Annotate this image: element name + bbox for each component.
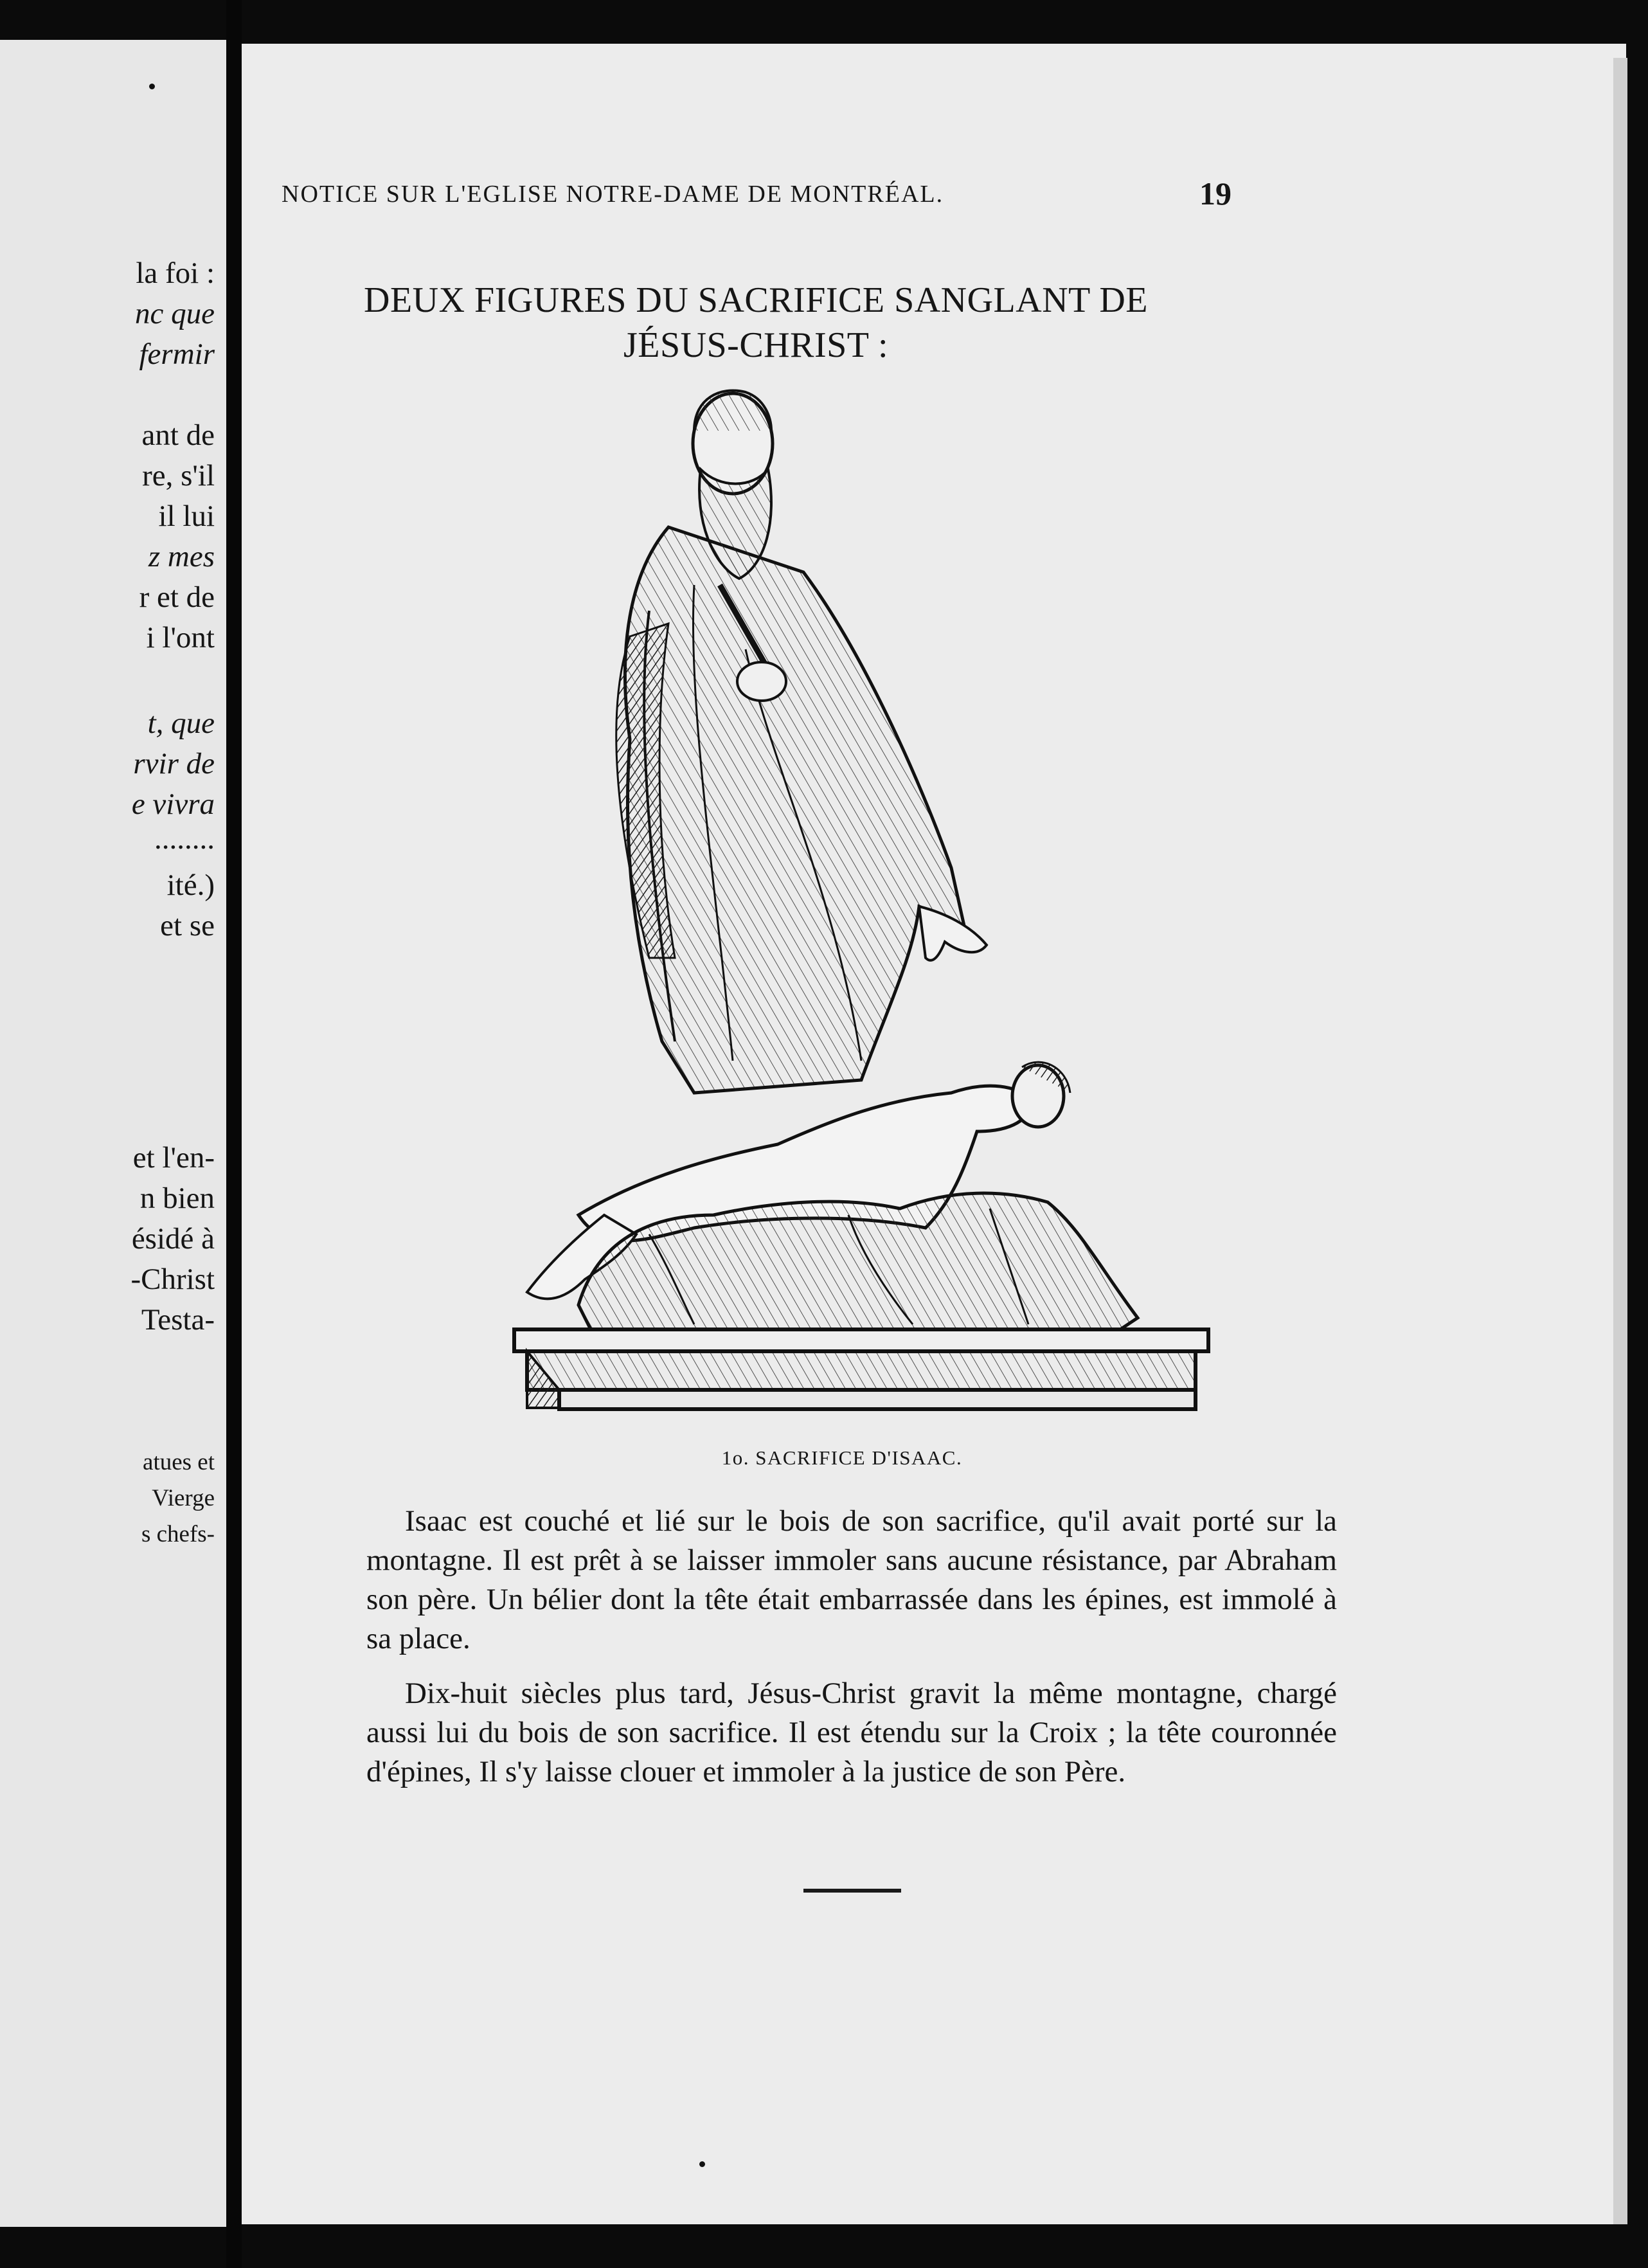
previous-page-line: atues et: [143, 1449, 215, 1475]
previous-page-line: il lui: [158, 500, 215, 533]
previous-page-line: fermir: [139, 338, 215, 371]
previous-page-fragment: [0, 40, 226, 2227]
previous-page-line: et l'en-: [132, 1141, 215, 1174]
previous-page-line: i l'ont: [146, 621, 215, 654]
previous-page-line: rvir de: [133, 747, 215, 780]
engraving-sacrifice-of-isaac: [501, 379, 1221, 1440]
previous-page-line: nc que: [135, 297, 215, 330]
scan-speck: [699, 2161, 705, 2167]
page-number: 19: [1199, 176, 1232, 212]
previous-page-line: s chefs-: [141, 1521, 215, 1547]
previous-page-line: re, s'il: [142, 459, 215, 492]
previous-page-line: e vivra: [131, 788, 215, 821]
scan-speck: [149, 84, 155, 89]
previous-page-line: z mes: [148, 540, 215, 573]
previous-page-line: ant de: [141, 419, 215, 452]
previous-page-line: ésidé à: [131, 1222, 215, 1256]
end-rule: [803, 1889, 901, 1893]
running-title: NOTICE SUR L'EGLISE NOTRE-DAME DE MONTRÉAL.: [282, 181, 944, 208]
previous-page-line: ........: [154, 822, 215, 856]
previous-page-line: Vierge: [152, 1485, 215, 1511]
figure-caption: 1o. SACRIFICE D'ISAAC.: [721, 1446, 963, 1469]
previous-page-line: Testa-: [141, 1303, 215, 1336]
previous-page-line: r et de: [139, 580, 215, 614]
previous-page-line: et se: [160, 909, 215, 942]
previous-page-line: la foi :: [136, 256, 215, 290]
previous-page-line: ité.): [166, 869, 215, 902]
running-head: [282, 175, 1232, 213]
page-edge-shadow: [1613, 58, 1627, 2224]
body-paragraph-1: Isaac est couché et lié sur le bois de son sacrifice, qu'il avait porté sur la montagne. Il est prêt à se laisser immoler sans aucune résistance, par Abraham son père. Un bélier dont la tête était embarrassée dans les épines, est immolé à sa place.: [366, 1504, 1337, 1655]
previous-page-line: -Christ: [130, 1263, 215, 1296]
chapter-title-line-2: JÉSUS-CHRIST :: [623, 325, 889, 365]
book-gutter: [226, 0, 242, 2268]
body-paragraph-2: Dix-huit siècles plus tard, Jésus-Christ gravit la même montagne, chargé aussi lui du bois de son sacrifice. Il est étendu sur la Croix ; la tête couronnée d'épines, Il s'y laisse clouer et immoler à la justice de son Père.: [366, 1677, 1337, 1788]
chapter-title-line-1: DEUX FIGURES DU SACRIFICE SANGLANT DE: [364, 280, 1148, 320]
previous-page-line: n bien: [139, 1182, 215, 1215]
previous-page-line: t, que: [147, 706, 215, 740]
chapter-title: [300, 278, 1212, 368]
